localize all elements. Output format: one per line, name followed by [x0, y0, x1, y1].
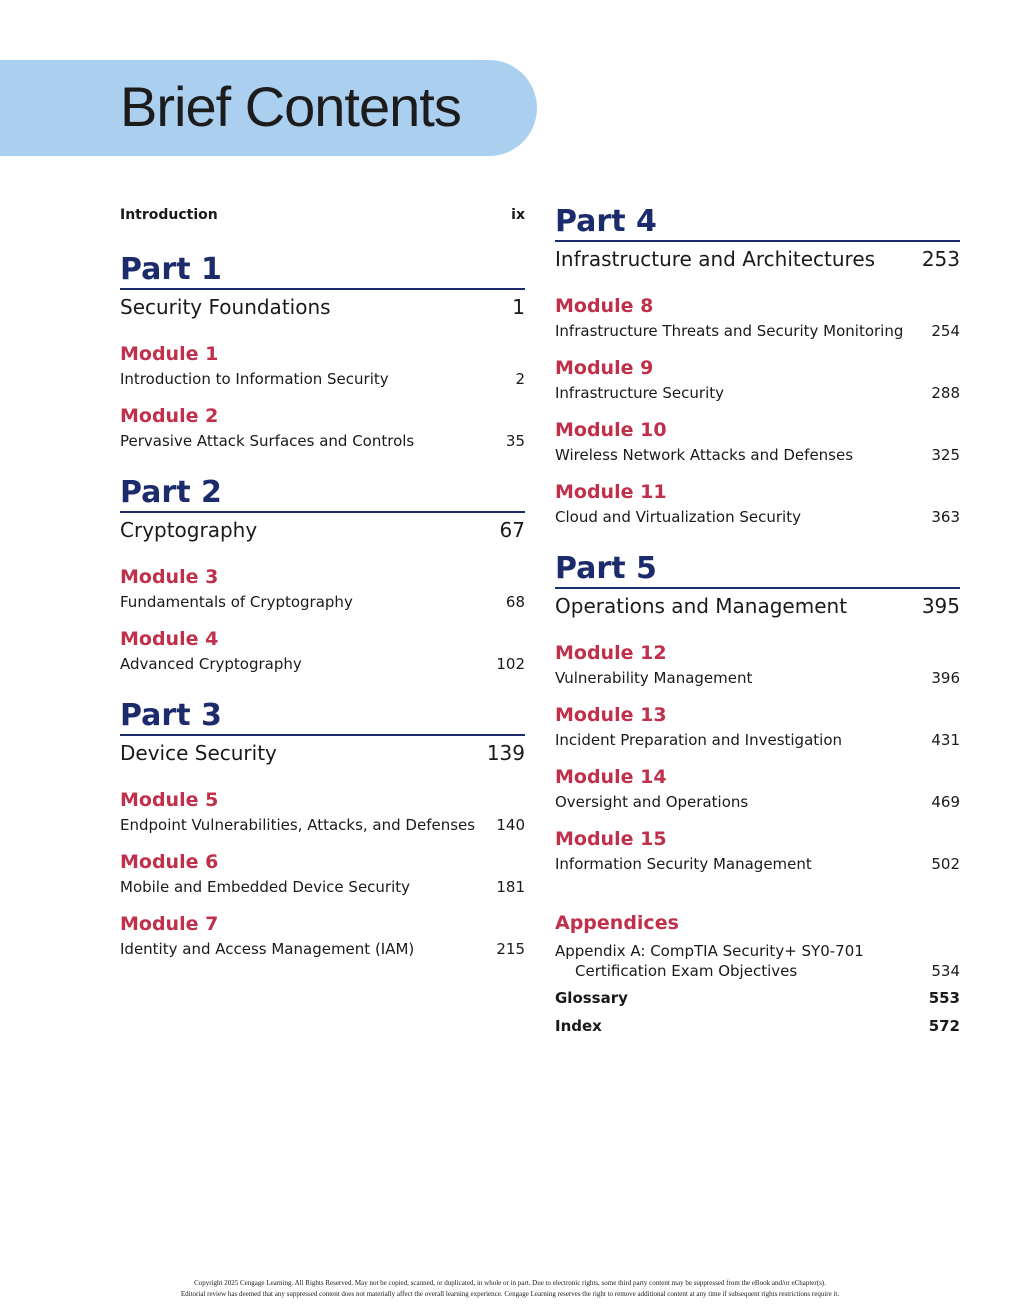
module-title-row	[120, 938, 525, 960]
appendices-section	[555, 909, 960, 1037]
copyright-footer	[0, 1278, 1020, 1300]
module-heading: Module 3	[120, 566, 219, 588]
module-heading: Module 7	[120, 913, 219, 935]
module-heading: Module 6	[120, 851, 219, 873]
module-page: 396	[931, 669, 960, 687]
module-6[interactable]	[120, 848, 525, 898]
module-title: Advanced Cryptography	[120, 655, 302, 673]
module-2[interactable]	[120, 402, 525, 452]
module-title-row	[120, 814, 525, 836]
module-title-row	[555, 444, 960, 466]
module-heading: Module 9	[555, 357, 654, 379]
part-title-row[interactable]	[555, 589, 960, 623]
module-12[interactable]	[555, 639, 960, 689]
module-page: 215	[496, 940, 525, 958]
part-heading: Part 1	[120, 253, 525, 290]
module-title-row	[555, 729, 960, 751]
part-page: 139	[486, 741, 525, 765]
module-title: Oversight and Operations	[555, 793, 749, 811]
part-title-row[interactable]	[555, 242, 960, 276]
module-heading: Module 12	[555, 642, 667, 664]
module-14[interactable]	[555, 763, 960, 813]
module-heading: Module 5	[120, 789, 219, 811]
part-heading: Part 5	[555, 552, 960, 589]
module-1[interactable]	[120, 340, 525, 390]
module-heading: Module 15	[555, 828, 667, 850]
index-label: Index	[555, 1017, 602, 1035]
module-heading: Module 14	[555, 766, 667, 788]
part-3	[120, 699, 525, 960]
part-page: 67	[499, 518, 525, 542]
module-title-row	[120, 876, 525, 898]
module-heading: Module 4	[120, 628, 219, 650]
module-8[interactable]	[555, 292, 960, 342]
part-title: Device Security	[120, 741, 277, 765]
part-title: Security Foundations	[120, 295, 331, 319]
module-title: Infrastructure Security	[555, 384, 725, 402]
module-title: Endpoint Vulnerabilities, Attacks, and Defenses	[120, 816, 476, 834]
module-11[interactable]	[555, 478, 960, 528]
toc-entry-glossary[interactable]	[555, 987, 960, 1009]
module-title: Vulnerability Management	[555, 669, 753, 687]
module-title: Infrastructure Threats and Security Monitoring	[555, 322, 904, 340]
module-7[interactable]	[120, 910, 525, 960]
module-title: Cloud and Virtualization Security	[555, 508, 801, 526]
index-page: 572	[928, 1017, 960, 1035]
module-heading: Module 2	[120, 405, 219, 427]
toc-entry-appendix-a[interactable]	[555, 941, 960, 981]
page-title: Brief Contents	[120, 75, 461, 138]
module-title-row	[555, 791, 960, 813]
appendices-heading: Appendices	[555, 912, 679, 934]
module-15[interactable]	[555, 825, 960, 875]
appendix-a-title-row	[555, 961, 960, 981]
part-1	[120, 253, 525, 452]
module-page: 102	[496, 655, 525, 673]
module-page: 254	[931, 322, 960, 340]
part-title-row[interactable]	[120, 736, 525, 770]
module-title-row	[555, 506, 960, 528]
module-page: 502	[931, 855, 960, 873]
appendix-a-page: 534	[931, 962, 960, 980]
module-page: 181	[496, 878, 525, 896]
module-page: 325	[931, 446, 960, 464]
module-page: 288	[931, 384, 960, 402]
module-3[interactable]	[120, 563, 525, 613]
glossary-label: Glossary	[555, 989, 628, 1007]
part-heading: Part 2	[120, 476, 525, 513]
module-heading: Module 8	[555, 295, 654, 317]
appendix-a-title-line2: Certification Exam Objectives	[575, 962, 798, 980]
module-heading: Module 10	[555, 419, 667, 441]
module-9[interactable]	[555, 354, 960, 404]
copyright-line-2: Editorial review has deemed that any suppressed content does not materially affect the overall learning experience. Cengage Learning reserves the right to remove additional content at any time if subsequent rights restrictions require it.	[180, 1290, 840, 1298]
module-5[interactable]	[120, 786, 525, 836]
glossary-page: 553	[928, 989, 960, 1007]
module-title: Wireless Network Attacks and Defenses	[555, 446, 854, 464]
module-page: 431	[931, 731, 960, 749]
module-title: Fundamentals of Cryptography	[120, 593, 353, 611]
module-title-row	[555, 320, 960, 342]
part-heading: Part 4	[555, 205, 960, 242]
module-page: 2	[515, 370, 525, 388]
module-title: Information Security Management	[555, 855, 812, 873]
toc-right-column	[555, 205, 960, 1037]
module-heading: Module 13	[555, 704, 667, 726]
copyright-line-1: Copyright 2025 Cengage Learning. All Rights Reserved. May not be copied, scanned, or duplicated, in whole or in part. Due to electronic rights, some third party content may be suppressed from the eBook and/or eChapter(s).	[194, 1279, 826, 1287]
toc-entry-introduction[interactable]	[120, 207, 525, 229]
module-title-row	[120, 591, 525, 613]
module-title-row	[555, 382, 960, 404]
part-title-row[interactable]	[120, 290, 525, 324]
toc-left-column	[120, 205, 525, 960]
part-page: 253	[921, 247, 960, 271]
module-title-row	[120, 653, 525, 675]
introduction-label: Introduction	[120, 207, 218, 223]
module-page: 363	[931, 508, 960, 526]
part-5	[555, 552, 960, 875]
module-title: Incident Preparation and Investigation	[555, 731, 843, 749]
module-title-row	[555, 853, 960, 875]
module-title: Introduction to Information Security	[120, 370, 389, 388]
toc-entry-index[interactable]	[555, 1015, 960, 1037]
module-title: Pervasive Attack Surfaces and Controls	[120, 432, 415, 450]
module-10[interactable]	[555, 416, 960, 466]
part-page: 1	[512, 295, 525, 319]
module-page: 68	[505, 593, 525, 611]
module-heading: Module 1	[120, 343, 219, 365]
module-page: 140	[496, 816, 525, 834]
introduction-page: ix	[511, 207, 525, 223]
part-heading: Part 3	[120, 699, 525, 736]
appendix-a-title-line1: Appendix A: CompTIA Security+ SY0-701	[555, 942, 864, 960]
part-title: Operations and Management	[555, 594, 848, 618]
part-2	[120, 476, 525, 675]
part-title: Cryptography	[120, 518, 258, 542]
module-title-row	[555, 667, 960, 689]
part-title: Infrastructure and Architectures	[555, 247, 876, 271]
module-title: Mobile and Embedded Device Security	[120, 878, 411, 896]
module-4[interactable]	[120, 625, 525, 675]
module-title: Identity and Access Management (IAM)	[120, 940, 415, 958]
module-heading: Module 11	[555, 481, 667, 503]
module-page: 35	[505, 432, 525, 450]
module-title-row	[120, 368, 525, 390]
module-13[interactable]	[555, 701, 960, 751]
module-page: 469	[931, 793, 960, 811]
module-title-row	[120, 430, 525, 452]
part-page: 395	[921, 594, 960, 618]
part-4	[555, 205, 960, 528]
part-title-row[interactable]	[120, 513, 525, 547]
